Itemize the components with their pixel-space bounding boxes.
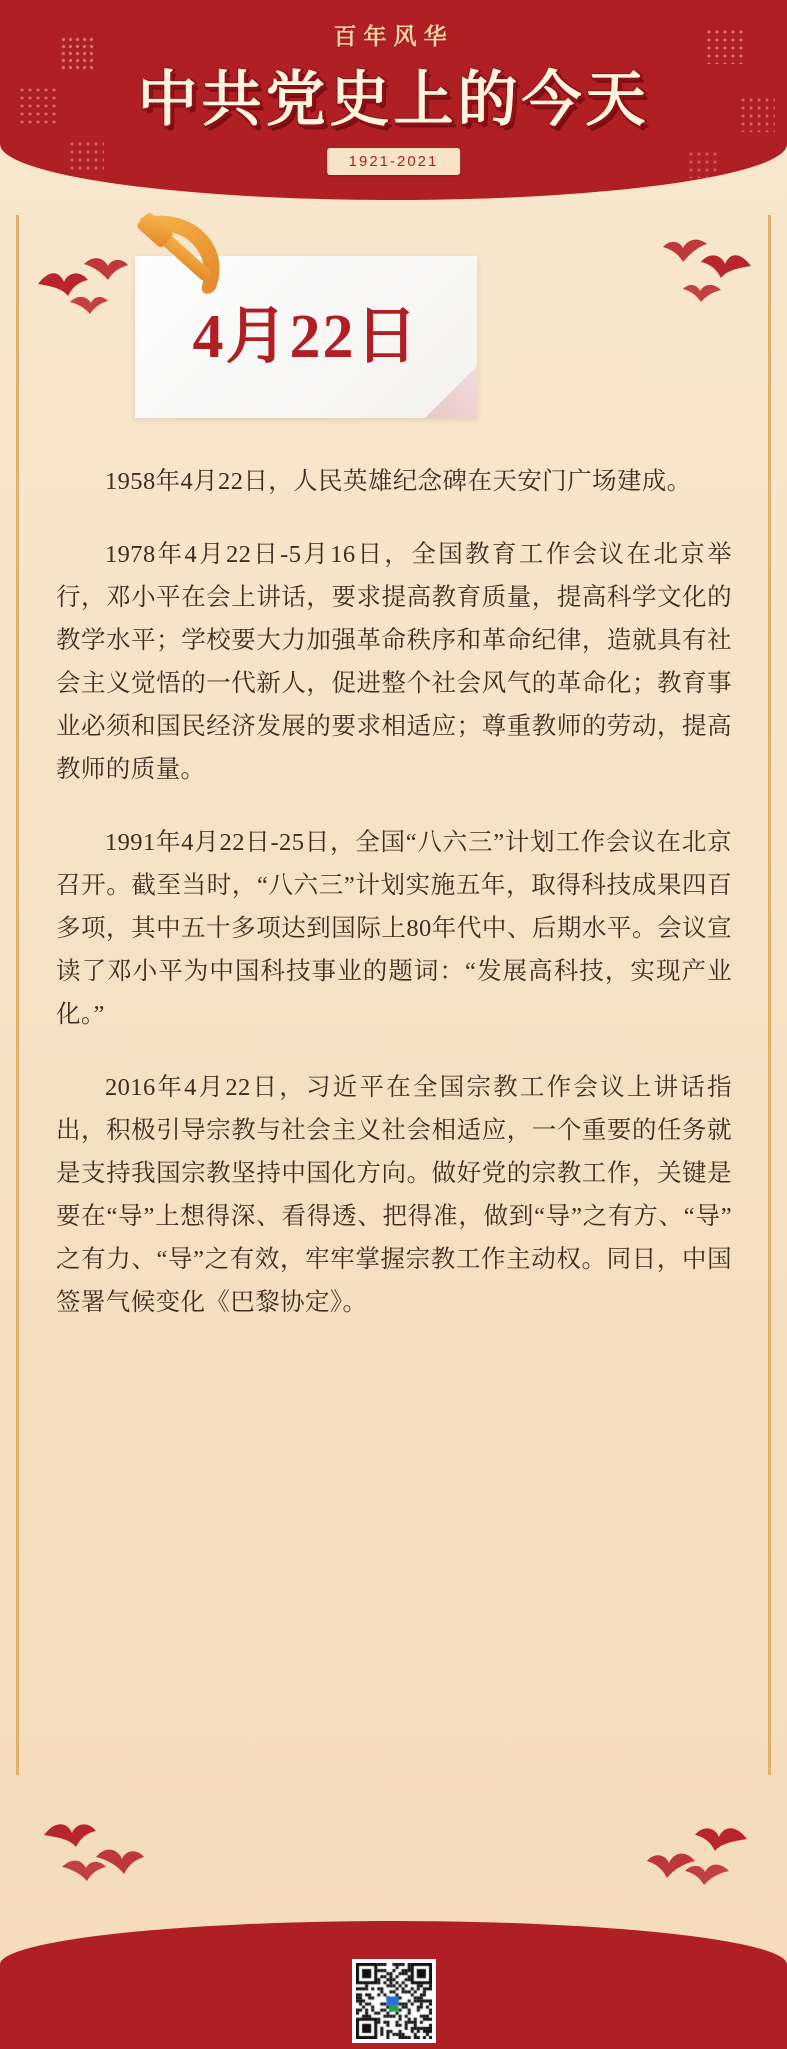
right-divider-line	[768, 215, 771, 1775]
header-eyebrow: 百年风华	[333, 23, 454, 49]
party-emblem-icon	[120, 196, 245, 321]
article-body	[56, 460, 732, 1354]
paragraph: 1991年4月22日-25日，全国“八六三”计划工作会议在北京召开。截至当时，“八六三”计划实施五年，取得科技成果四百多项，其中五十多项达到国际上80年代中、后期水平。会议宣读了邓小平为中国科技事业的题词：“发展高科技，实现产业化。”	[56, 829, 732, 1028]
firework-sparkle-icon	[687, 150, 717, 178]
paragraph: 1978年4月22日-5月16日，全国教育工作会议在北京举行，邓小平在会上讲话，要求提高教育质量，提高科学文化的教学水平；学校要大力加强革命秩序和革命纪律，造就具有社会主义觉悟的一代新人，促进整个社会风气的革命化；教育事业必须和国民经济发展的要求相适应；尊重教师的劳动，提高教师的质量。	[56, 541, 732, 783]
date-text: 4月22日	[192, 303, 420, 371]
firework-sparkle-icon	[68, 140, 104, 174]
flying-bird-icon	[651, 236, 761, 316]
left-divider-line	[16, 215, 19, 1775]
qr-code[interactable]	[352, 1959, 436, 2043]
flying-bird-icon	[607, 1813, 757, 1903]
page-title: 中共党史上的今天	[137, 66, 650, 133]
poster-footer	[0, 1921, 787, 2049]
year-badge: 1921-2021	[327, 148, 461, 175]
header-inner	[0, 0, 787, 200]
poster-header	[0, 0, 787, 200]
flying-bird-icon	[34, 1809, 184, 1899]
paragraph: 2016年4月22日，习近平在全国宗教工作会议上讲话指出，积极引导宗教与社会主义社会相适应，一个重要的任务就是支持我国宗教坚持中国化方向。做好党的宗教工作，关键是要在“导”上想得深、看得透、把得准，做到“导”之有方、“导”之有力、“导”之有效，牢牢掌握宗教工作主动权。同日，中国签署气候变化《巴黎协定》。	[56, 1074, 732, 1316]
paragraph: 1958年4月22日，人民英雄纪念碑在天安门广场建成。	[105, 468, 692, 495]
